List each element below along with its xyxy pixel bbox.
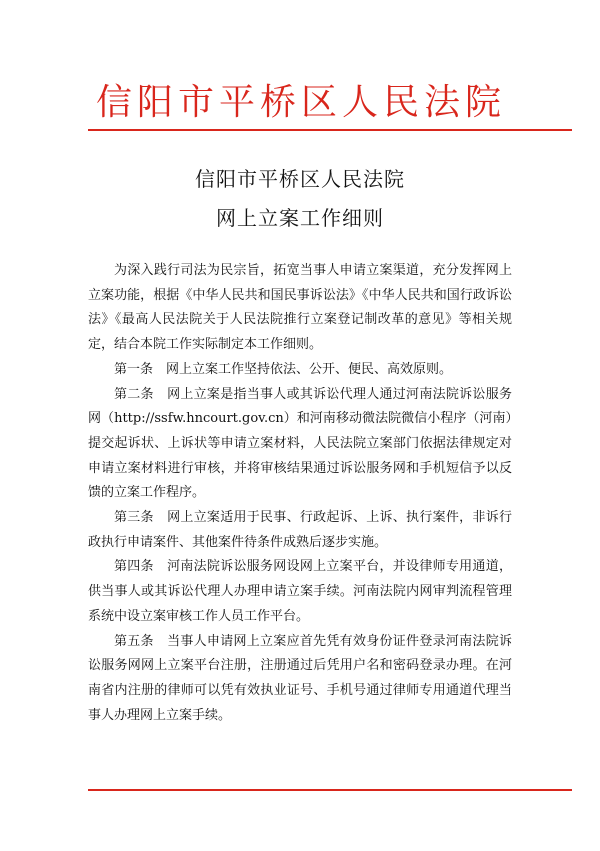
document-subtitle: 网上立案工作细则 (216, 206, 384, 230)
article-1-paragraph: 第一条 网上立案工作坚持依法、公开、便民、高效原则。 (114, 361, 453, 377)
article-4-paragraph: 第四条 河南法院诉讼服务网设网上立案平台，并设律师专用通道，供当事人或其诉讼代理人办理申请立案手续。河南法院内网审判流程管理系统中设立案审核工作人员工作平台。 (88, 559, 512, 624)
article-5-paragraph: 第五条 当事人申请网上立案应首先凭有效身份证件登录河南法院诉讼服务网网上立案平台注册，注册通过后凭用户名和密码登录办理。在河南省内注册的律师可以凭有效执业证号、手机号通过律师专用通道代理当事人办理网上立案手续。 (88, 633, 512, 723)
article-2-paragraph: 第二条 网上立案是指当事人或其诉讼代理人通过河南法院诉讼服务网（http://ssfw.hncourt.gov.cn）和河南移动微法院微信小程序（河南）提交起诉状、上诉状等申请立案材料，人民法院立案部门依据法律规定对申请立案材料进行审核，并将审核结果通过诉讼服务网和手机短信予以反馈的立案工作程序。 (88, 386, 512, 501)
preamble-paragraph: 为深入践行司法为民宗旨，拓宽当事人申请立案渠道，充分发挥网上立案功能，根据《中华人民共和国民事诉讼法》《中华人民共和国行政诉讼法》《最高人民法院关于人民法院推行立案登记制改革的意见》等相关规定，结合本院工作实际制定本工作细则。 (88, 263, 512, 353)
document-body (88, 259, 512, 728)
document-title: 信阳市平桥区人民法院 (195, 167, 405, 191)
footer-divider (88, 789, 572, 791)
court-masthead: 信阳市平桥区人民法院 (96, 82, 507, 123)
masthead-divider (88, 129, 572, 131)
article-3-paragraph: 第三条 网上立案适用于民事、行政起诉、上诉、执行案件，非诉行政执行申请案件、其他案件待条件成熟后逐步实施。 (88, 510, 512, 550)
